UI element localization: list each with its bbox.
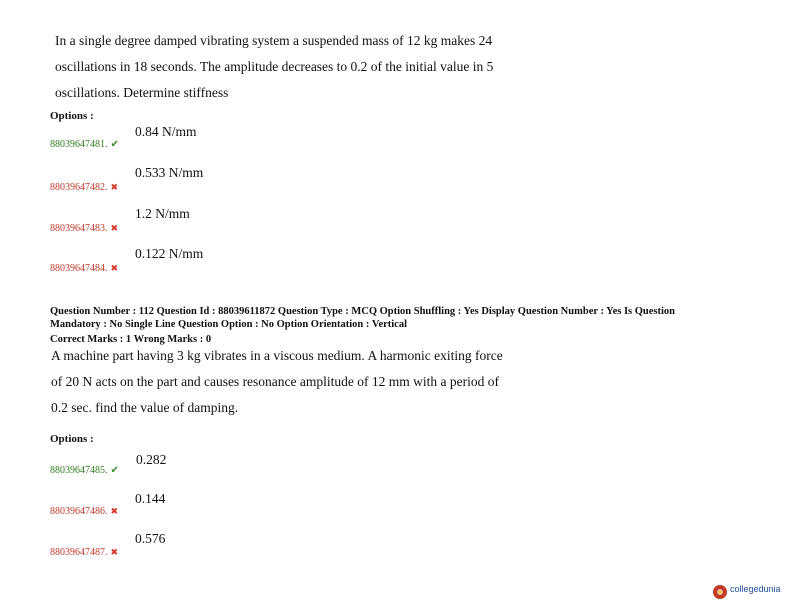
option-value: 0.122 N/mm xyxy=(135,246,204,261)
option-id: 88039647483. xyxy=(50,223,108,234)
q2-option xyxy=(50,460,119,478)
logo-mark-icon xyxy=(713,585,727,599)
option-id: 88039647484. xyxy=(50,263,108,274)
q1-line: In a single degree damped vibrating system a suspended mass of 12 kg makes 24 xyxy=(55,33,493,48)
q2-options-label: Options : xyxy=(50,433,94,445)
q2-meta xyxy=(50,305,780,346)
cross-icon: ✖ xyxy=(110,263,119,273)
cross-icon: ✖ xyxy=(110,547,119,557)
collegedunia-logo xyxy=(713,584,781,599)
option-value: 1.2 N/mm xyxy=(135,206,190,221)
q1-option xyxy=(50,134,119,152)
option-value: 0.84 N/mm xyxy=(135,124,197,139)
q2-line: A machine part having 3 kg vibrates in a viscous medium. A harmonic exiting force xyxy=(51,348,503,363)
option-id: 88039647482. xyxy=(50,182,108,193)
option-id: 88039647485. xyxy=(50,465,108,476)
q2-line: of 20 N acts on the part and causes resonance amplitude of 12 mm with a period of xyxy=(51,374,499,389)
q1-line: oscillations in 18 seconds. The amplitude decreases to 0.2 of the initial value in 5 xyxy=(55,59,494,74)
q1-option xyxy=(50,177,118,195)
option-value: 0.533 N/mm xyxy=(135,165,204,180)
cross-icon: ✖ xyxy=(110,223,119,233)
q1-options-label: Options : xyxy=(50,110,94,122)
q1-option xyxy=(50,258,118,276)
q2-option xyxy=(50,501,118,519)
cross-icon: ✖ xyxy=(110,506,119,516)
q2-text xyxy=(51,343,503,421)
option-id: 88039647486. xyxy=(50,506,108,517)
option-value: 0.282 xyxy=(136,452,167,467)
meta-line: Correct Marks : 1 Wrong Marks : 0 xyxy=(50,334,212,345)
logo-tagline-bar xyxy=(730,594,781,599)
logo-text: collegedunia xyxy=(730,584,781,594)
meta-line: Question Number : 112 Question Id : 88039611872 Question Type : MCQ Option Shuffling : Yes Display Question Number : Yes Is Question xyxy=(50,306,676,317)
cross-icon: ✖ xyxy=(110,182,119,192)
check-icon: ✔ xyxy=(110,465,119,476)
q1-option xyxy=(50,218,118,236)
check-icon: ✔ xyxy=(110,139,119,150)
option-value: 0.144 xyxy=(135,491,166,506)
q1-line: oscillations. Determine stiffness xyxy=(55,85,229,100)
q1-text xyxy=(55,28,493,106)
q2-option xyxy=(50,542,118,560)
option-id: 88039647487. xyxy=(50,547,108,558)
option-id: 88039647481. xyxy=(50,139,108,150)
option-value: 0.576 xyxy=(135,531,166,546)
q2-line: 0.2 sec. find the value of damping. xyxy=(51,400,239,415)
meta-line: Mandatory : No Single Line Question Option : No Option Orientation : Vertical xyxy=(50,319,408,330)
